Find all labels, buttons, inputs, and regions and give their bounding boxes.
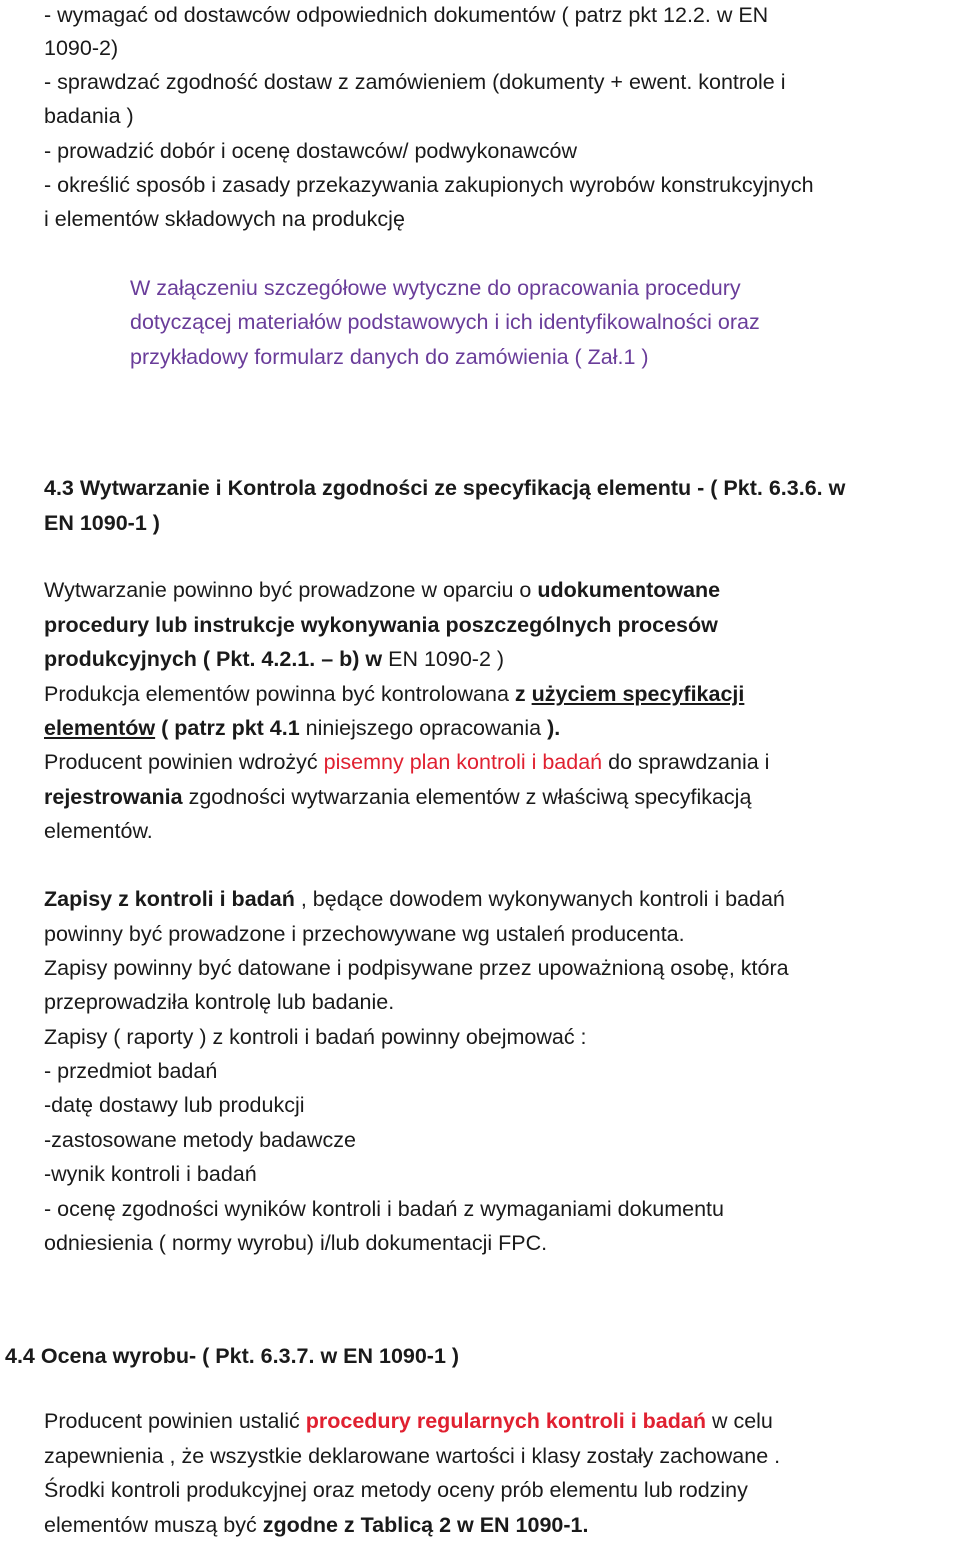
paragraph-line: Zapisy z kontroli i badań , będące dowodem wykonywanych kontroli i badań xyxy=(44,887,785,911)
list-item: -datę dostawy lub produkcji xyxy=(44,1093,305,1117)
note-line: przykładowy formularz danych do zamówienia ( Zał.1 ) xyxy=(130,345,649,369)
paragraph-line: przeprowadziła kontrolę lub badanie. xyxy=(44,990,395,1014)
paragraph-line: elementów muszą być zgodne z Tablicą 2 w EN 1090-1. xyxy=(44,1513,589,1537)
intro-line: - określić sposób i zasady przekazywania zakupionych wyrobów konstrukcyjnych xyxy=(44,173,814,197)
list-item: - ocenę zgodności wyników kontroli i badań z wymaganiami dokumentu xyxy=(44,1197,724,1221)
intro-line: 1090-2) xyxy=(44,36,119,60)
intro-line: - sprawdzać zgodność dostaw z zamówieniem (dokumenty + ewent. kontrole i xyxy=(44,70,786,94)
paragraph-line: Producent powinien ustalić procedury regularnych kontroli i badań w celu xyxy=(44,1409,773,1433)
paragraph-line: Środki kontroli produkcyjnej oraz metody oceny prób elementu lub rodziny xyxy=(44,1478,748,1502)
paragraph-line: Wytwarzanie powinno być prowadzone w oparciu o udokumentowane xyxy=(44,578,721,602)
paragraph-line: powinny być prowadzone i przechowywane wg ustaleń producenta. xyxy=(44,922,685,946)
section-heading: EN 1090-1 ) xyxy=(44,511,160,535)
list-item: -zastosowane metody badawcze xyxy=(44,1128,356,1152)
note-line: W załączeniu szczegółowe wytyczne do opracowania procedury xyxy=(130,276,741,300)
paragraph-line: elementów. xyxy=(44,819,153,843)
intro-line: - wymagać od dostawców odpowiednich dokumentów ( patrz pkt 12.2. w EN xyxy=(44,3,769,27)
paragraph-line: zapewnienia , że wszystkie deklarowane wartości i klasy zostały zachowane . xyxy=(44,1444,781,1468)
paragraph-line: procedury lub instrukcje wykonywania poszczególnych procesów xyxy=(44,613,718,637)
note-line: dotyczącej materiałów podstawowych i ich identyfikowalności oraz xyxy=(130,310,760,334)
list-item: - przedmiot badań xyxy=(44,1059,218,1083)
intro-line: i elementów składowych na produkcję xyxy=(44,207,405,231)
intro-line: badania ) xyxy=(44,104,134,128)
paragraph-line: Zapisy ( raporty ) z kontroli i badań powinny obejmować : xyxy=(44,1025,587,1049)
paragraph-line: produkcyjnych ( Pkt. 4.2.1. – b) w EN 1090-2 ) xyxy=(44,647,505,671)
paragraph-line: Zapisy powinny być datowane i podpisywane przez upoważnioną osobę, która xyxy=(44,956,789,980)
paragraph-line: Produkcja elementów powinna być kontrolowana z użyciem specyfikacji xyxy=(44,682,745,706)
intro-line: - prowadzić dobór i ocenę dostawców/ podwykonawców xyxy=(44,139,577,163)
section-heading: 4.4 Ocena wyrobu- ( Pkt. 6.3.7. w EN 1090-1 ) xyxy=(5,1344,460,1368)
list-item: -wynik kontroli i badań xyxy=(44,1162,257,1186)
paragraph-line: elementów ( patrz pkt 4.1 niniejszego opracowania ). xyxy=(44,716,561,740)
section-heading: 4.3 Wytwarzanie i Kontrola zgodności ze specyfikacją elementu - ( Pkt. 6.3.6. w xyxy=(44,476,846,500)
list-item: odniesienia ( normy wyrobu) i/lub dokumentacji FPC. xyxy=(44,1231,548,1255)
paragraph-line: Producent powinien wdrożyć pisemny plan kontroli i badań do sprawdzania i xyxy=(44,750,770,774)
paragraph-line: rejestrowania zgodności wytwarzania elementów z właściwą specyfikacją xyxy=(44,785,752,809)
